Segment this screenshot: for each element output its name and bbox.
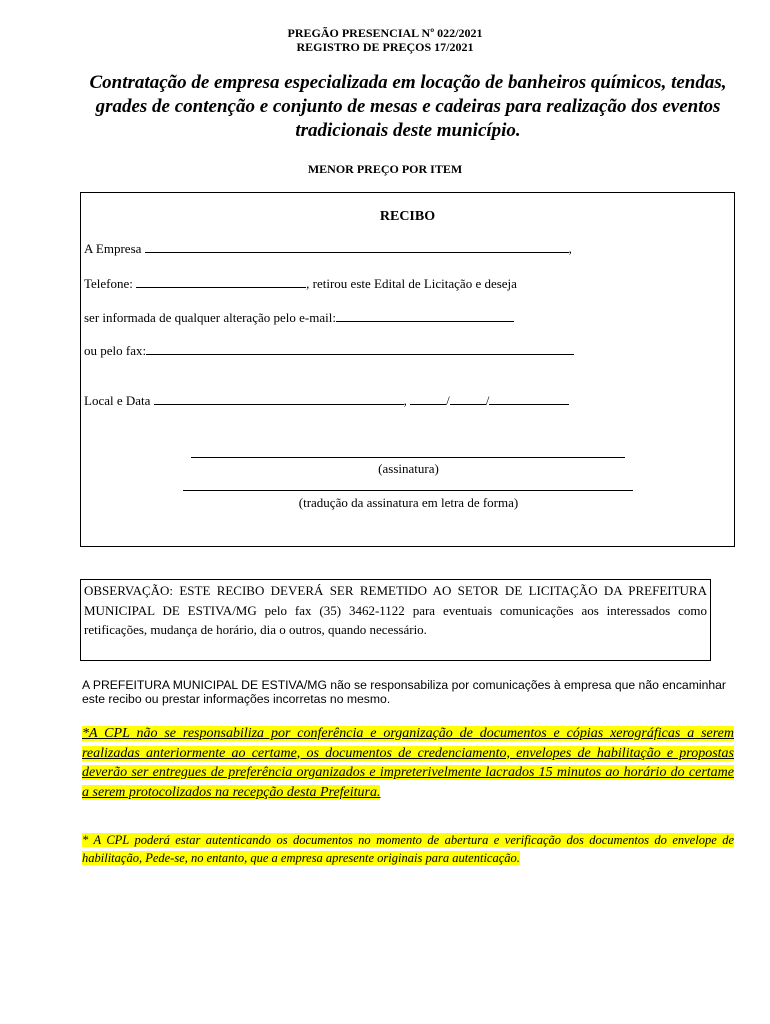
telefone-suffix: , retirou este Edital de Licitação e deseja: [306, 276, 517, 291]
printed-name-line[interactable]: [183, 490, 633, 491]
signature-caption: (assinatura): [378, 461, 439, 476]
month-field[interactable]: [450, 393, 486, 405]
year-field[interactable]: [489, 393, 569, 405]
date-slash-1: /: [446, 393, 450, 408]
fax-row: [84, 343, 574, 359]
email-field[interactable]: [336, 310, 514, 322]
document-title: Contratação de empresa especializada em locação de banheiros químicos, tendas, grades de contenção e conjunto de mesas e cadeiras para realização dos eventos tradicionais deste município.: [89, 72, 727, 141]
recibo-form: [80, 192, 735, 547]
telefone-field[interactable]: [136, 276, 306, 288]
date-comma: ,: [403, 393, 407, 408]
empresa-field[interactable]: [145, 241, 569, 253]
recibo-title: RECIBO: [379, 209, 436, 224]
local-field[interactable]: [154, 393, 404, 405]
local-data-label: Local e Data: [84, 393, 151, 408]
cpl-note-2: [82, 832, 734, 867]
empresa-comma: ,: [568, 241, 572, 256]
header-line-1: PREGÃO PRESENCIAL Nº 022/2021: [287, 26, 483, 40]
header-line-2: REGISTRO DE PREÇOS 17/2021: [296, 40, 474, 54]
telefone-label: Telefone:: [84, 276, 133, 291]
fax-label: ou pelo fax:: [84, 343, 147, 358]
email-label: ser informada de qualquer alteração pelo e-mail:: [84, 310, 336, 325]
day-field[interactable]: [410, 393, 446, 405]
observation-box: OBSERVAÇÃO: ESTE RECIBO DEVERÁ SER REMETIDO AO SETOR DE LICITAÇÃO DA PREFEITURA MUNICIPAL DE ESTIVA/MG pelo fax (35) 3462-1122 para eventuais comunicações aos interessados como retificações, mudança de horário, dia o outros, quando necessário.: [80, 579, 711, 661]
disclaimer-paragraph: A PREFEITURA MUNICIPAL DE ESTIVA/MG não se responsabiliza por comunicações à empresa que não encaminhar este recibo ou prestar informações incorretas no mesmo.: [82, 678, 726, 706]
date-slash-2: /: [485, 393, 490, 408]
empresa-label: A Empresa: [84, 241, 142, 256]
printed-name-caption: (tradução da assinatura em letra de forma): [298, 495, 519, 510]
cpl-note-1-text: *A CPL não se responsabiliza por conferência e organização de documentos e cópias xerográficas a serem realizadas anteriormente ao certame, os documentos de credenciamento, envelopes de habilitação e propostas deverão ser entregues de preferência organizados e impreterivelmente lacrados 15 minutos ao horário do certame a serem protocolizados na recepção desta Prefeitura.: [82, 726, 734, 800]
local-data-row: [84, 393, 569, 409]
telefone-row: [84, 276, 517, 292]
empresa-row: [84, 241, 572, 257]
email-row: [84, 310, 514, 326]
signature-line[interactable]: [191, 457, 625, 458]
cpl-note-2-text: * A CPL poderá estar autenticando os documentos no momento de abertura e verificação dos documentos do envelope de habilitação, Pede-se, no entanto, que a empresa apresente originais para autenticação.: [82, 833, 734, 865]
criteria-subtitle: MENOR PREÇO POR ITEM: [307, 162, 463, 176]
cpl-note-1: [82, 724, 734, 802]
fax-field[interactable]: [146, 343, 574, 355]
